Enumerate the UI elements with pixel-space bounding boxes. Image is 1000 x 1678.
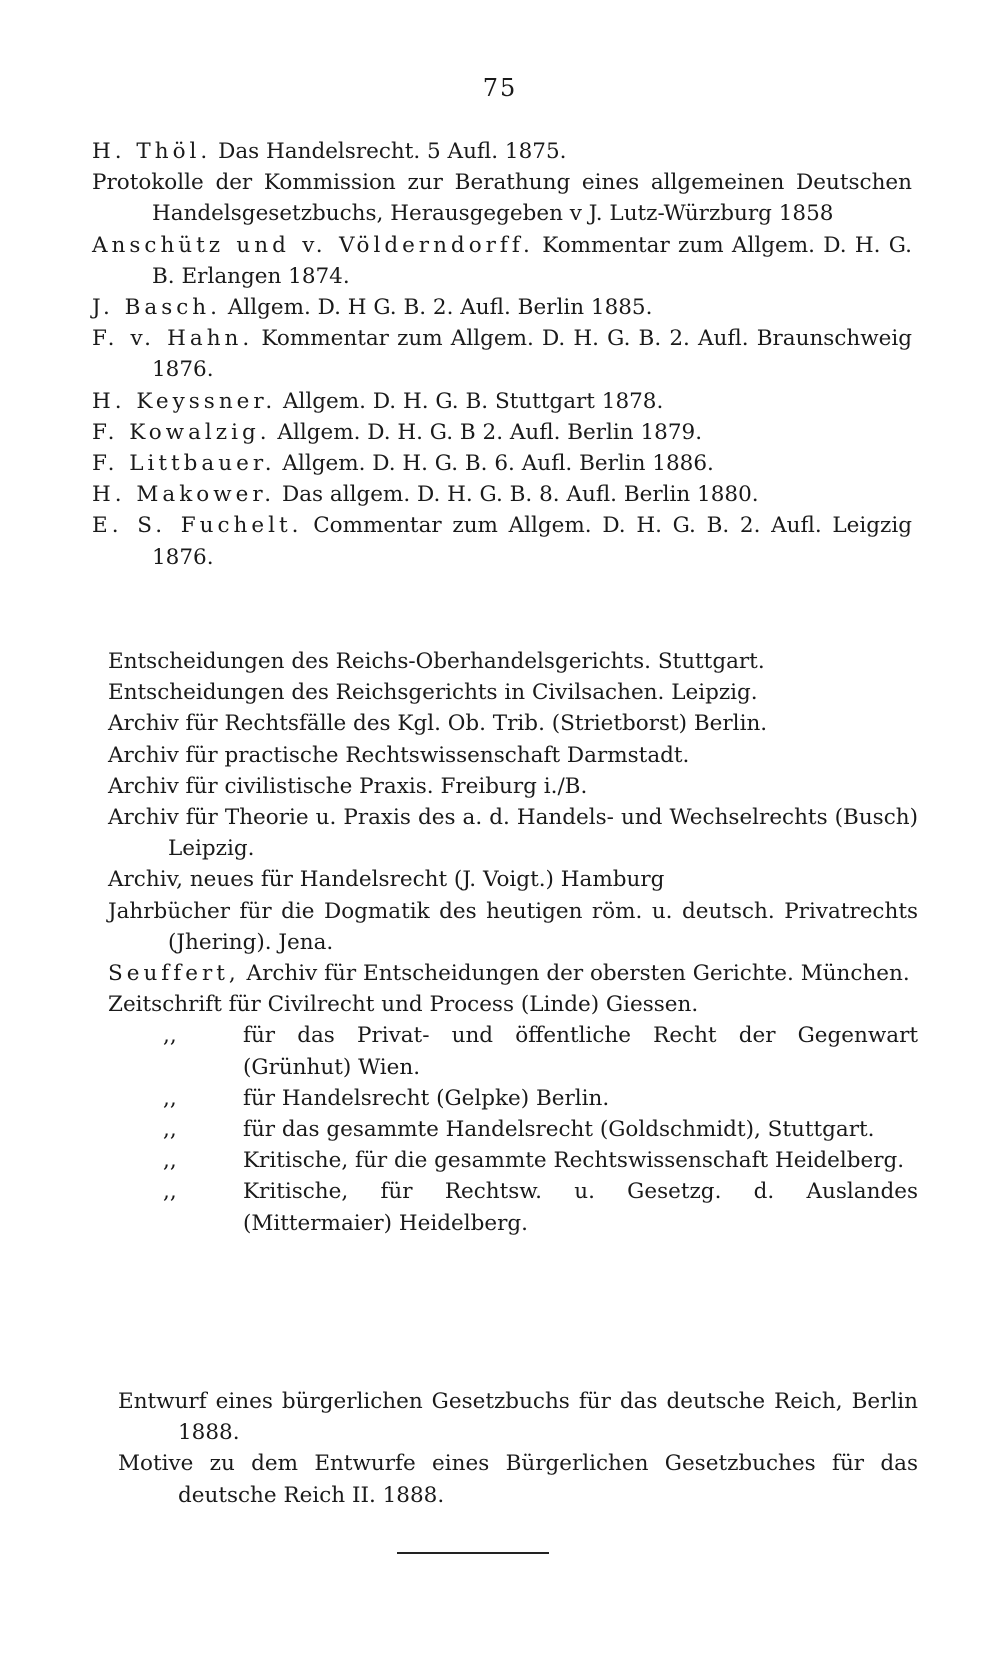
- entry-text: Zeitschrift für Civilrecht und Process (Linde) Giessen.: [108, 992, 699, 1018]
- ditto-mark: ,,: [163, 1085, 177, 1111]
- entry-text: Archiv für practische Rechtswissenschaft Darmstadt.: [108, 742, 690, 768]
- entry-text: Archiv für Rechtsfälle des Kgl. Ob. Trib. (Strietborst) Berlin.: [108, 711, 768, 737]
- entry-author: E. S. Fuchelt.: [92, 513, 303, 539]
- entry-text: Archiv für Entscheidungen der obersten Gerichte. München.: [246, 961, 910, 987]
- entry-text: Kritische, für Rechtsw. u. Gesetzg. d. Auslandes (Mittermaier) Heidelberg.: [243, 1179, 918, 1236]
- list-item: [92, 292, 912, 323]
- entry-text: Archiv für Theorie u. Praxis des a. d. Handels- und Wechselrechts (Busch) Leipzig.: [108, 805, 918, 862]
- entry-text: für Handelsrecht (Gelpke) Berlin.: [243, 1085, 610, 1111]
- ditto-mark: ,,: [163, 1023, 177, 1049]
- entry-text: Protokolle der Kommission zur Berathung eines allgemeinen Deutschen Handelsgesetzbuchs, Herausgegeben v J. Lutz-Würzburg 1858: [92, 170, 912, 227]
- entry-text: für das Privat- und öffentliche Recht der Gegenwart (Grünhut) Wien.: [243, 1023, 918, 1080]
- list-item: [108, 958, 918, 989]
- entry-text: Kritische, für die gesammte Rechtswissenschaft Heidelberg.: [243, 1148, 905, 1174]
- list-item: [108, 677, 918, 708]
- ditto-mark: ,,: [163, 1148, 177, 1174]
- entry-text: Allgem. D. H. G. B. Stuttgart 1878.: [283, 388, 664, 414]
- entry-author: F. v. Hahn.: [92, 326, 254, 352]
- entry-text: Archiv für civilistische Praxis. Freiburg i./B.: [108, 773, 588, 799]
- entry-text: für das gesammte Handelsrecht (Goldschmidt), Stuttgart.: [243, 1117, 875, 1143]
- list-item: [108, 864, 918, 895]
- ditto-mark: ,,: [163, 1117, 177, 1143]
- closing-rule: [397, 1552, 549, 1554]
- list-item: [108, 896, 918, 958]
- list-item: [108, 1083, 918, 1114]
- list-item: [118, 1448, 918, 1510]
- list-item: [108, 989, 918, 1020]
- entry-author: H. Keyssner.: [92, 388, 277, 414]
- entry-text: Das Handelsrecht. 5 Aufl. 1875.: [218, 139, 567, 164]
- entry-author: F. Kowalzig.: [92, 419, 271, 445]
- list-item: [92, 479, 912, 510]
- entry-text: Allgem. D. H. G. B. 6. Aufl. Berlin 1886.: [282, 451, 714, 477]
- periodicals-list: [108, 646, 918, 1239]
- list-item: [92, 136, 912, 167]
- entry-text: Archiv, neues für Handelsrecht (J. Voigt.) Hamburg: [108, 867, 665, 893]
- entry-text: Das allgem. D. H. G. B. 8. Aufl. Berlin 1880.: [281, 482, 759, 508]
- works-list: [92, 136, 912, 573]
- list-item: [108, 1145, 918, 1176]
- list-item: [92, 510, 912, 572]
- entry-author: H. Thöl.: [92, 139, 212, 164]
- list-item: [108, 646, 918, 677]
- entry-text: Allgem. D. H. G. B 2. Aufl. Berlin 1879.: [277, 419, 703, 445]
- entry-author: Seuffert,: [108, 961, 240, 987]
- list-item: [92, 167, 912, 229]
- entry-author: Anschütz und v. Völderndorff.: [92, 232, 534, 258]
- entry-author: J. Basch.: [92, 295, 221, 321]
- page-number: 75: [482, 74, 518, 102]
- entry-text: Kommentar zum Allgem. D. H. G. B. Erlangen 1874.: [152, 232, 912, 289]
- list-item: [92, 230, 912, 292]
- list-item: [108, 740, 918, 771]
- entry-text: Entwurf eines bürgerlichen Gesetzbuchs für das deutsche Reich, Berlin 1888.: [118, 1389, 918, 1446]
- list-item: [92, 386, 912, 417]
- ditto-mark: ,,: [163, 1179, 177, 1205]
- list-item: [108, 708, 918, 739]
- entry-author: H. Makower.: [92, 482, 276, 508]
- entry-text: Allgem. D. H G. B. 2. Aufl. Berlin 1885.: [227, 295, 653, 321]
- list-item: [108, 1020, 918, 1082]
- entry-text: Entscheidungen des Reichsgerichts in Civilsachen. Leipzig.: [108, 680, 758, 706]
- list-item: [118, 1386, 918, 1448]
- entry-text: Kommentar zum Allgem. D. H. G. B. 2. Aufl. Braunschweig 1876.: [152, 326, 912, 383]
- list-item: [108, 1176, 918, 1238]
- list-item: [92, 323, 912, 385]
- entry-text: Commentar zum Allgem. D. H. G. B. 2. Aufl. Leigzig 1876.: [152, 513, 912, 570]
- drafts-list: [118, 1386, 918, 1511]
- entry-text: Jahrbücher für die Dogmatik des heutigen röm. u. deutsch. Privatrechts (Jhering). Jena.: [108, 898, 918, 955]
- list-item: [92, 448, 912, 479]
- list-item: [108, 1114, 918, 1145]
- entry-text: Motive zu dem Entwurfe eines Bürgerlichen Gesetzbuches für das deutsche Reich II. 1888.: [118, 1451, 918, 1508]
- list-item: [108, 771, 918, 802]
- entry-author: F. Littbauer.: [92, 451, 276, 477]
- entry-text: Entscheidungen des Reichs-Oberhandelsgerichts. Stuttgart.: [108, 649, 765, 674]
- list-item: [92, 417, 912, 448]
- list-item: [108, 802, 918, 864]
